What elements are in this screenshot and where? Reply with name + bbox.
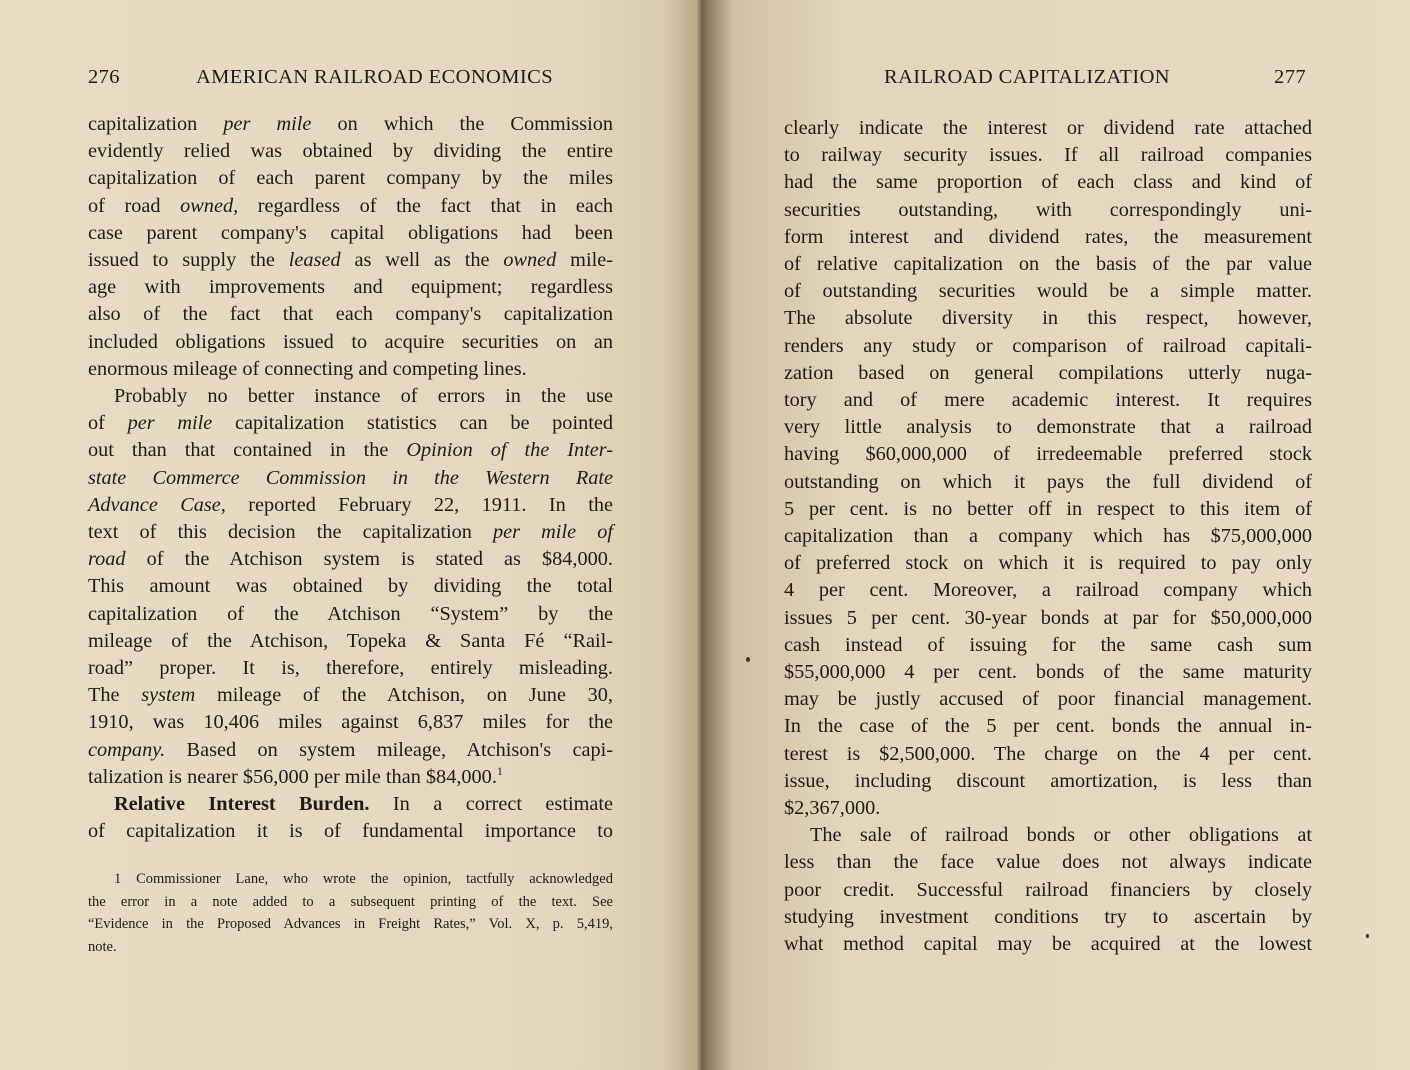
text-line: studying investment conditions try to ascertain by xyxy=(784,905,1312,928)
text-line: The sale of railroad bonds or other obligations at xyxy=(810,824,1312,847)
footnote xyxy=(88,868,613,958)
left-page xyxy=(0,0,700,1070)
right-page-number: 277 xyxy=(1274,66,1306,88)
footnote-marker: 1 xyxy=(496,764,503,779)
text-line: had the same proportion of each class and kind of xyxy=(784,171,1312,194)
text-line: enormous mileage of connecting and competing lines. xyxy=(88,357,527,380)
paragraph xyxy=(784,115,1312,822)
text-line: also of the fact that each company's capitalization xyxy=(88,303,613,326)
text-line: securities outstanding, with correspondingly uni- xyxy=(784,198,1312,221)
text-line: included obligations issued to acquire securities on an xyxy=(88,330,613,353)
text-line: mileage of the Atchison, Topeka & Santa Fé “Rail- xyxy=(88,629,613,652)
text-line: road of the Atchison system is stated as $84,000. xyxy=(88,548,613,571)
text-line: outstanding on which it pays the full dividend of xyxy=(784,470,1312,493)
text-line: Advance Case, reported February 22, 1911. In the xyxy=(88,493,613,516)
left-page-number: 276 xyxy=(88,66,120,88)
paragraph xyxy=(88,111,613,383)
text-line: terest is $2,500,000. The charge on the 4 per cent. xyxy=(784,742,1312,765)
text-line: $2,367,000. xyxy=(784,797,881,820)
text-line: $55,000,000 4 per cent. bonds of the same maturity xyxy=(784,661,1312,684)
text-line: capitalization of each parent company by the miles xyxy=(88,167,613,190)
text-line: company. Based on system mileage, Atchison's capi- xyxy=(88,738,613,761)
text-line: road” proper. It is, therefore, entirely misleading. xyxy=(88,657,613,680)
right-running-title: RAILROAD CAPITALIZATION xyxy=(884,66,1170,88)
paragraph xyxy=(88,791,613,845)
right-running-head xyxy=(884,66,1306,89)
text-line: Probably no better instance of errors in the use xyxy=(114,385,613,408)
text-line: 5 per cent. is no better off in respect to this item of xyxy=(784,497,1312,520)
footnote-line: 1 Commissioner Lane, who wrote the opinion, tactfully acknowledged xyxy=(114,871,613,887)
text-line: capitalization than a company which has $75,000,000 xyxy=(784,525,1312,548)
text-line: clearly indicate the interest or dividend rate attached xyxy=(784,117,1312,139)
text-line: of preferred stock on which it is required to pay only xyxy=(784,552,1312,575)
text-line: text of this decision the capitalization per mile of xyxy=(88,521,613,544)
text-line: very little analysis to demonstrate that a railroad xyxy=(784,416,1312,439)
text-line: less than the face value does not always indicate xyxy=(784,851,1312,874)
text-line: capitalization per mile on which the Commission xyxy=(88,113,613,135)
footnote-line: note. xyxy=(88,938,117,955)
text-line: of outstanding securities would be a simple matter. xyxy=(784,280,1312,303)
text-line: 4 per cent. Moreover, a railroad company which xyxy=(784,579,1312,602)
text-line: to railway security issues. If all railroad companies xyxy=(784,144,1312,167)
text-line: form interest and dividend rates, the measurement xyxy=(784,225,1312,248)
text-line: of road owned, regardless of the fact that in each xyxy=(88,194,613,217)
text-line: This amount was obtained by dividing the total xyxy=(88,575,613,598)
footnote-line: “Evidence in the Proposed Advances in Freight Rates,” Vol. X, p. 5,419, xyxy=(88,916,613,932)
text-line: issues 5 per cent. 30-year bonds at par for $50,000,000 xyxy=(784,606,1312,629)
text-line: cash instead of issuing for the same cash sum xyxy=(784,633,1312,656)
text-line: of relative capitalization on the basis of the par value xyxy=(784,253,1312,276)
text-line: of per mile capitalization statistics can be pointed xyxy=(88,412,613,435)
text-line: The system mileage of the Atchison, on June 30, xyxy=(88,684,613,707)
text-line: what method capital may be acquired at the lowest xyxy=(784,933,1312,956)
text-line: capitalization of the Atchison “System” by the xyxy=(88,602,613,625)
text-line: of capitalization it is of fundamental importance to xyxy=(88,820,613,843)
paper-speck xyxy=(746,657,750,662)
text-line: poor credit. Successful railroad financiers by closely xyxy=(784,878,1312,901)
left-running-title: AMERICAN RAILROAD ECONOMICS xyxy=(195,66,553,88)
footnote-line: the error in a note added to a subsequent printing of the text. See xyxy=(88,893,613,910)
text-line: In the case of the 5 per cent. bonds the annual in- xyxy=(784,715,1312,738)
text-line: Relative Interest Burden. In a correct estimate xyxy=(114,793,613,816)
text-line: issue, including discount amortization, is less than xyxy=(784,769,1312,792)
text-line: state Commerce Commission in the Western Rate xyxy=(88,466,613,489)
text-line: zation based on general compilations utterly nuga- xyxy=(784,361,1312,384)
paragraph xyxy=(784,822,1312,958)
text-line: having $60,000,000 of irredeemable preferred stock xyxy=(784,443,1312,466)
text-line: evidently relied was obtained by dividing the entire xyxy=(88,140,613,163)
paragraph xyxy=(88,383,613,791)
text-line: out than that contained in the Opinion of the Inter- xyxy=(88,439,613,462)
section-heading: Relative Interest Burden. xyxy=(114,793,370,816)
text-line: 1910, was 10,406 miles against 6,837 miles for the xyxy=(88,711,613,734)
text-line: case parent company's capital obligations had been xyxy=(88,221,613,244)
left-body-text xyxy=(88,111,613,845)
text-line: age with improvements and equipment; regardless xyxy=(88,276,613,299)
right-body-text xyxy=(784,115,1312,958)
text-line: renders any study or comparison of railroad capitali- xyxy=(784,334,1312,357)
right-page xyxy=(708,0,1410,1070)
text-line: talization is nearer $56,000 per mile than $84,000.$^1$ xyxy=(88,764,503,788)
text-line: issued to supply the leased as well as the owned mile- xyxy=(88,249,613,272)
text-line: may be justly accused of poor financial management. xyxy=(784,688,1312,711)
paper-speck xyxy=(1366,934,1369,938)
text-line: The absolute diversity in this respect, however, xyxy=(784,307,1312,330)
text-line: tory and of mere academic interest. It requires xyxy=(784,389,1312,412)
left-running-head xyxy=(88,66,553,89)
